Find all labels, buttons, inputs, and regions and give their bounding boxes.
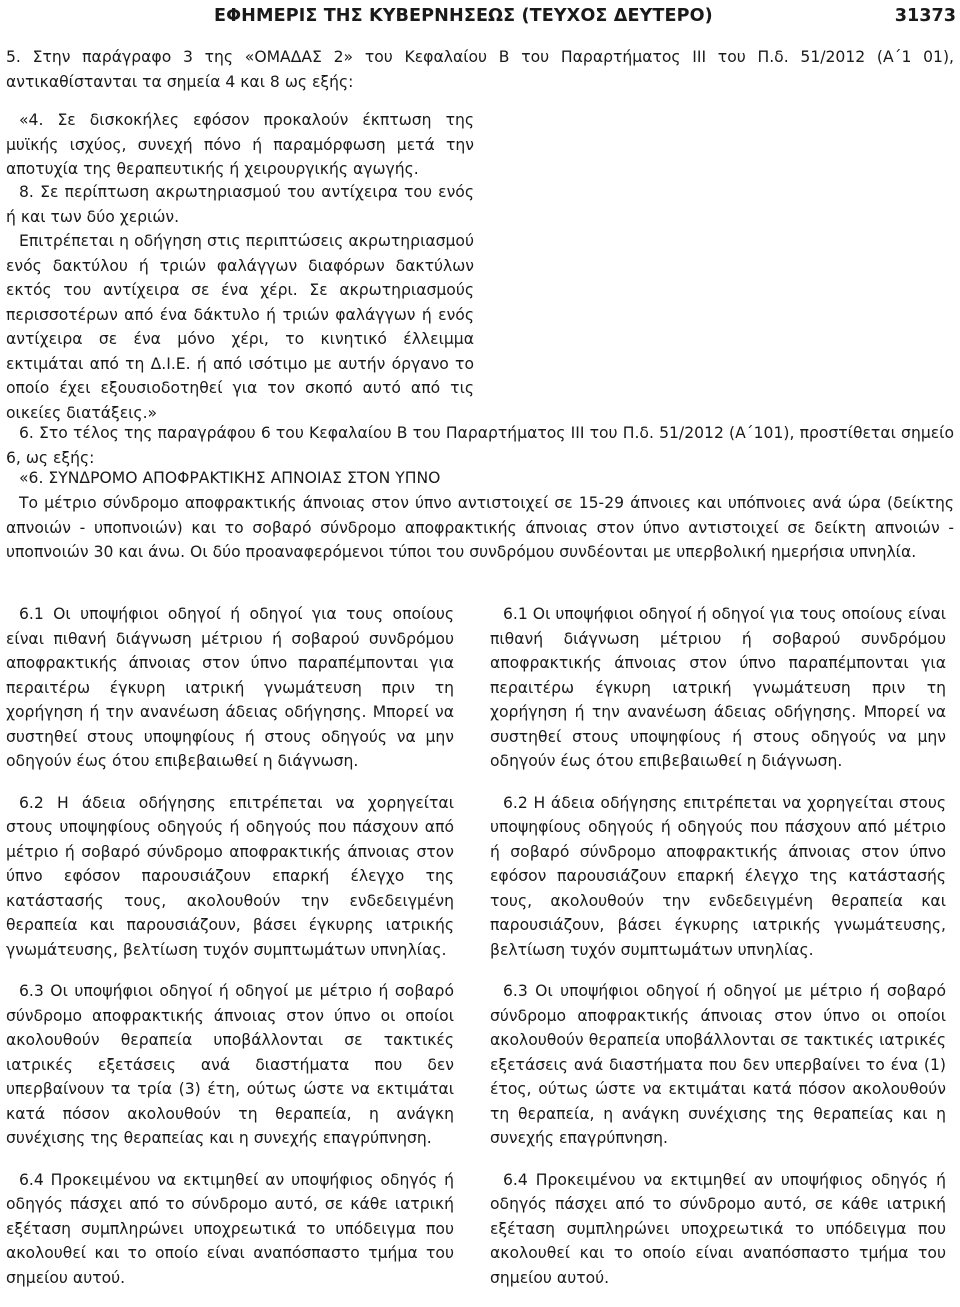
paragraph-6-intro <box>6 421 954 470</box>
gazette-title: ΕΦΗΜΕΡΙΣ ΤΗΣ ΚΥΒΕΡΝΗΣΕΩΣ (ΤΕΥΧΟΣ ΔΕΥΤΕΡΟ) <box>214 6 713 26</box>
right-point-6-3: 6.3 Οι υποψήφιοι οδηγοί ή οδηγοί με μέτριο ή σοβαρό σύνδρομο αποφρακτικής άπνοιας στον ύπνο οι οποίοι ακολουθούν θεραπεία υποβάλλονται σε τακτικές ιατρικές εξετάσεις ανά διαστήματα που δεν υπερβαίνει το ένα (1) έτος, ούτως ώστε να εκτιμάται κατά πόσον ακολουθούν τη θεραπεία, η ανάγκη συνέχισης της θεραπείας και η συνεχής επαγρύπνηση. <box>490 982 946 1147</box>
left-point-6-3: 6.3 Οι υποψήφιοι οδηγοί ή οδηγοί με μέτριο ή σοβαρό σύνδρομο αποφρακτικής άπνοιας στον ύπνο οι οποίοι ακολουθούν θεραπεία υποβάλλονται σε τακτικές ιατρικές εξετάσεις ανά διαστήματα που δεν υπερβαίνουν τα τρία (3) έτη, ούτως ώστε να εκτιμάται κατά πόσον ακολουθούν τη θεραπεία, η ανάγκη συνέχισης της θεραπείας και η συνεχής επαγρύπνηση. <box>6 982 454 1147</box>
right-column <box>490 602 946 1307</box>
page-header <box>0 2 960 30</box>
page-number: 31373 <box>894 6 956 26</box>
paragraph-6-intro-text: 6. Στο τέλος της παραγράφου 6 του Κεφαλαίου Β του Παραρτήματος ΙΙΙ του Π.δ. 51/2012 (Α΄101), προστίθεται σημείο 6, ως εξής: <box>6 424 954 467</box>
right-point-6-4: 6.4 Προκειμένου να εκτιμηθεί αν υποψήφιος οδηγός ή οδηγός πάσχει από το σύνδρομο αυτό, σε κάθε ιατρική εξέταση συμπληρώνει υποχρεωτικά το υπόδειγμα που ακολουθεί και το οποίο είναι αναπόσπαστο τμήμα του σημείου αυτού. <box>490 1170 946 1287</box>
point-4-text: «4. Σε δισκοκήλες εφόσον προκαλούν έκπτωση της μυϊκής ισχύος, συνεχή πόνο ή παραμόρφωση μετά την αποτυχία της θεραπευτικής ή χειρουργικής αγωγής. <box>6 111 474 178</box>
point-8-allowance-text: Επιτρέπεται η οδήγηση στις περιπτώσεις ακρωτηριασμού ενός δακτύλου ή τριών φαλάγγων διαφόρων δακτύλων εκτός του αντίχειρα σε ένα χέρι. Σε ακρωτηριασμούς περισσοτέρων από ένα δάκτυλο ή τριών φαλάγγων ή ενός αντίχειρα σε ένα μόνο χέρι, το κινητικό έλλειμμα εκτιμάται από τη Δ.Ι.Ε. ή από ισότιμο με αυτήν όργανο το οποίο έχει εξουσιοδοτηθεί για τον σκοπό αυτό από τις οικείες διατάξεις.» <box>6 232 474 422</box>
section-6-definition: Το μέτριο σύνδρομο αποφρακτικής άπνοιας στον ύπνο αντιστοιχεί σε 15-29 άπνοιες και υπόπνοιες ανά ώρα (δείκτης απνοιών - υποπνοιών) και το σοβαρό σύνδρομο αποφρακτικής άπνοιας στον ύπνο αντιστοιχεί σε δείκτη απνοιών - υποπνοιών 30 και άνω. Οι δύο προαναφερόμενοι τύποι του συνδρόμου συνδέονται με υπερβολική ημερήσια υπνηλία. <box>6 494 954 561</box>
paragraph-5-intro <box>6 45 954 94</box>
paragraph-5-text: 5. Στην παράγραφο 3 της «ΟΜΑΔΑΣ 2» του Κεφαλαίου Β του Παραρτήματος ΙΙΙ του Π.δ. 51/2012 (Α΄1 01), αντικαθίστανται τα σημεία 4 και 8 ως εξής: <box>6 48 954 91</box>
point-8-text: 8. Σε περίπτωση ακρωτηριασμού του αντίχειρα του ενός ή και των δύο χεριών. <box>6 183 474 226</box>
left-point-6-2: 6.2 Η άδεια οδήγησης επιτρέπεται να χορηγείται στους υποψηφίους οδηγούς ή οδηγούς που πάσχουν από μέτριο ή σοβαρό σύνδρομο αποφρακτικής άπνοιας στον ύπνο εφόσον παρουσιάζουν επαρκή έλεγχο της κατάστασής τους, ακολουθούν την ενδεδειγμένη θεραπεία και παρουσιάζουν, βάσει έγκυρης ιατρικής γνωμάτευσης, βελτίωση τυχόν συμπτωμάτων υπνηλίας. <box>6 793 454 959</box>
left-column <box>6 602 454 1307</box>
point-8 <box>6 180 474 235</box>
right-point-6-2: 6.2 Η άδεια οδήγησης επιτρέπεται να χορηγείται στους υποψηφίους οδηγούς ή οδηγούς που πάσχουν από μέτριο ή σοβαρό σύνδρομο αποφρακτικής άπνοιας στον ύπνο εφόσον παρουσιάζουν επαρκή έλεγχο της κατάστασής τους, ακολουθούν την ενδεδειγμένη θεραπεία και παρουσιάζουν, βάσει έγκυρης ιατρικής γνωμάτευσης, βελτίωση τυχόν συμπτωμάτων υπνηλίας. <box>490 793 946 959</box>
left-point-6-1: 6.1 Οι υποψήφιοι οδηγοί ή οδηγοί για τους οποίους είναι πιθανή διάγνωση μέτριου ή σοβαρού συνδρόμου αποφρακτικής άπνοιας στον ύπνο παραπέμπονται για περαιτέρω έγκυρη ιατρική γνωμάτευση πριν τη χορήγηση ή την ανανέωση άδειας οδήγησης. Μπορεί να συστηθεί στους υποψηφίους ή στους οδηγούς να μην οδηγούν έως ότου επιβεβαιωθεί η διάγνωση. <box>6 605 454 770</box>
point-8-allowance <box>6 229 474 431</box>
point-4 <box>6 108 474 188</box>
right-point-6-1: 6.1 Οι υποψήφιοι οδηγοί ή οδηγοί για τους οποίους είναι πιθανή διάγνωση μέτριου ή σοβαρού συνδρόμου αποφρακτικής άπνοιας στον ύπνο παραπέμπονται για περαιτέρω έγκυρη ιατρική γνωμάτευση πριν τη χορήγηση ή την ανανέωση άδειας οδήγησης. Μπορεί να συστηθεί στους υποψηφίους ή στους οδηγούς να μην οδηγούν έως ότου επιβεβαιωθεί η διάγνωση. <box>490 605 946 770</box>
left-point-6-4: 6.4 Προκειμένου να εκτιμηθεί αν υποψήφιος οδηγός ή οδηγός πάσχει από το σύνδρομο αυτό, σε κάθε ιατρική εξέταση συμπληρώνει υποχρεωτικά το υπόδειγμα που ακολουθεί και το οποίο είναι αναπόσπαστο τμήμα του σημείου αυτού. <box>6 1170 454 1287</box>
section-6-heading: «6. ΣΥΝΔΡΟΜΟ ΑΠΟΦΡΑΚΤΙΚΗΣ ΑΠΝΟΙΑΣ ΣΤΟΝ ΥΠΝΟ <box>19 469 441 487</box>
